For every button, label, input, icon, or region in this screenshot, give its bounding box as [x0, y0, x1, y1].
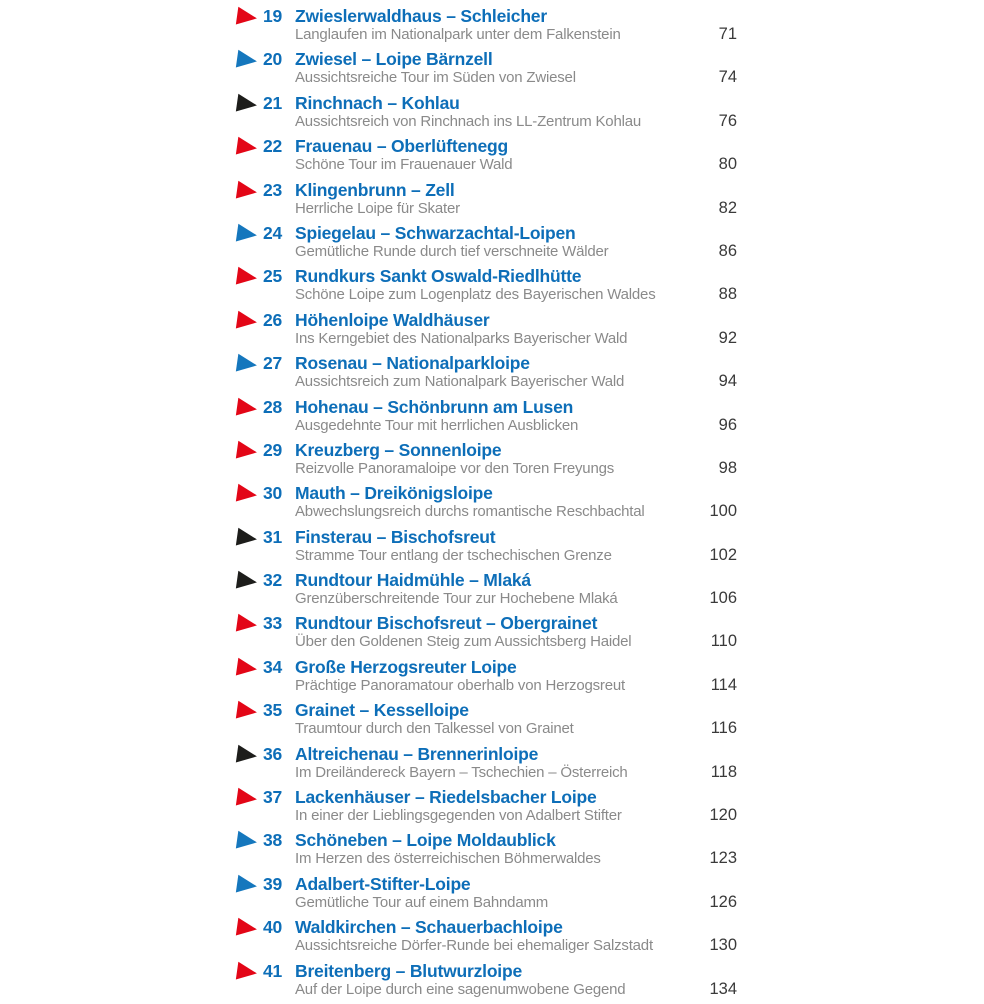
page-number: 88: [718, 285, 737, 304]
marker-col: [237, 223, 263, 248]
marker-col: [237, 744, 263, 769]
marker-col: [237, 483, 263, 508]
route-subtitle: Aussichtsreiche Dörfer-Runde bei ehemaliger Salzstadt: [295, 937, 653, 955]
route-number: 27: [263, 353, 283, 374]
route-difficulty-triangle-icon: [236, 484, 258, 505]
route-number: 38: [263, 830, 283, 851]
route-number: 33: [263, 613, 283, 634]
toc-entry: [237, 527, 737, 565]
route-title: Mauth – Dreikönigsloipe: [295, 483, 493, 504]
route-number: 34: [263, 656, 283, 677]
toc-entry: [237, 266, 737, 304]
route-subtitle: Herrliche Loipe für Skater: [295, 199, 460, 217]
toc-entry: [237, 440, 737, 478]
route-subtitle: Im Dreiländereck Bayern – Tschechien – Österreich: [295, 763, 628, 781]
route-subrow: [295, 113, 737, 131]
page-number: 134: [709, 979, 737, 998]
route-subtitle: Ins Kerngebiet des Nationalparks Bayerischer Wald: [295, 329, 628, 347]
route-subrow: [295, 417, 737, 435]
route-difficulty-triangle-icon: [236, 267, 258, 288]
toc-entry: [237, 787, 737, 825]
route-text: [295, 49, 737, 87]
route-number: 25: [263, 266, 283, 287]
route-subrow: [295, 981, 737, 999]
toc-entry: [237, 570, 737, 608]
route-number: 26: [263, 309, 283, 330]
toc-entry: [237, 700, 737, 738]
route-text: [295, 527, 737, 565]
route-subtitle: Aussichtsreiche Tour im Süden von Zwiesel: [295, 69, 576, 87]
route-difficulty-triangle-icon: [236, 701, 258, 722]
page-number: 98: [718, 458, 737, 477]
marker-col: [237, 6, 263, 31]
route-number: 35: [263, 700, 283, 721]
route-difficulty-triangle-icon: [236, 961, 258, 982]
marker-col: [237, 397, 263, 422]
route-subtitle: Traumtour durch den Talkessel von Grainet: [295, 720, 574, 738]
route-subrow: [295, 460, 737, 478]
route-difficulty-triangle-icon: [236, 831, 258, 852]
route-number: 22: [263, 136, 283, 157]
route-subtitle: Abwechslungsreich durchs romantische Reschbachtal: [295, 503, 645, 521]
page-number: 74: [718, 68, 737, 87]
route-number: 39: [263, 873, 283, 894]
route-title: Schöneben – Loipe Moldaublick: [295, 830, 556, 851]
route-subrow: [295, 937, 737, 955]
marker-col: [237, 570, 263, 595]
route-title: Rundkurs Sankt Oswald-Riedlhütte: [295, 266, 582, 287]
route-subrow: [295, 677, 737, 695]
route-subrow: [295, 633, 737, 651]
route-text: [295, 657, 737, 695]
route-text: [295, 570, 737, 608]
marker-col: [237, 961, 263, 986]
page-number: 120: [709, 806, 737, 825]
route-subtitle: Gemütliche Tour auf einem Bahndamm: [295, 893, 549, 911]
marker-col: [237, 266, 263, 291]
route-subrow: [295, 850, 737, 868]
marker-col: [237, 613, 263, 638]
route-text: [295, 397, 737, 435]
route-difficulty-triangle-icon: [236, 527, 258, 548]
toc-entry: [237, 136, 737, 174]
page-number: 106: [709, 589, 737, 608]
route-subrow: [295, 156, 737, 174]
route-subrow: [295, 26, 737, 44]
page-number: 126: [709, 892, 737, 911]
route-title: Waldkirchen – Schauerbachloipe: [295, 917, 563, 938]
route-text: [295, 961, 737, 999]
route-title: Finsterau – Bischofsreut: [295, 526, 496, 547]
table-of-contents: [237, 6, 737, 1004]
route-text: [295, 310, 737, 348]
page-number: 86: [718, 241, 737, 260]
toc-entry: [237, 657, 737, 695]
route-text: [295, 440, 737, 478]
route-text: [295, 613, 737, 651]
route-title: Rinchnach – Kohlau: [295, 92, 460, 113]
marker-col: [237, 830, 263, 855]
marker-col: [237, 310, 263, 335]
route-difficulty-triangle-icon: [236, 180, 258, 201]
route-text: [295, 266, 737, 304]
route-text: [295, 93, 737, 131]
route-text: [295, 6, 737, 44]
route-subtitle: Aussichtsreich von Rinchnach ins LL-Zentrum Kohlau: [295, 112, 642, 130]
marker-col: [237, 136, 263, 161]
route-number: 36: [263, 743, 283, 764]
route-text: [295, 353, 737, 391]
route-subtitle: Prächtige Panoramatour oberhalb von Herzogsreut: [295, 676, 625, 694]
route-text: [295, 180, 737, 218]
toc-entry: [237, 874, 737, 912]
toc-entry: [237, 613, 737, 651]
route-difficulty-triangle-icon: [236, 93, 258, 114]
route-difficulty-triangle-icon: [236, 224, 258, 245]
route-subrow: [295, 503, 737, 521]
route-text: [295, 223, 737, 261]
route-number: 19: [263, 6, 283, 26]
marker-col: [237, 787, 263, 812]
route-difficulty-triangle-icon: [236, 7, 258, 28]
route-text: [295, 917, 737, 955]
page-number: 116: [710, 719, 737, 738]
route-subrow: [295, 807, 737, 825]
route-number: 30: [263, 483, 283, 504]
route-difficulty-triangle-icon: [236, 397, 258, 418]
route-subtitle: Gemütliche Runde durch tief verschneite Wälder: [295, 242, 609, 260]
route-title: Lackenhäuser – Riedelsbacher Loipe: [295, 787, 597, 808]
route-text: [295, 700, 737, 738]
route-title: Zwiesel – Loipe Bärnzell: [295, 49, 493, 70]
route-text: [295, 744, 737, 782]
toc-entry: [237, 93, 737, 131]
marker-col: [237, 93, 263, 118]
route-title: Adalbert-Stifter-Loipe: [295, 873, 471, 894]
route-title: Breitenberg – Blutwurzloipe: [295, 960, 522, 981]
route-title: Große Herzogsreuter Loipe: [295, 656, 517, 677]
route-number: 21: [263, 92, 283, 113]
route-title: Hohenau – Schönbrunn am Lusen: [295, 396, 574, 417]
route-title: Rundtour Haidmühle – Mlaká: [295, 570, 531, 591]
route-subrow: [295, 243, 737, 261]
route-number: 23: [263, 179, 283, 200]
route-text: [295, 483, 737, 521]
toc-entry: [237, 180, 737, 218]
marker-col: [237, 917, 263, 942]
page-number: 94: [718, 372, 737, 391]
route-title: Rosenau – Nationalparkloipe: [295, 353, 530, 374]
route-subtitle: In einer der Lieblingsgegenden von Adalbert Stifter: [295, 807, 622, 825]
route-difficulty-triangle-icon: [236, 614, 258, 635]
page-number: 92: [718, 328, 737, 347]
toc-entry: [237, 483, 737, 521]
route-number: 37: [263, 787, 283, 808]
toc-entry: [237, 744, 737, 782]
route-difficulty-triangle-icon: [236, 50, 258, 71]
route-text: [295, 874, 737, 912]
page-number: 82: [718, 198, 737, 217]
marker-col: [237, 874, 263, 899]
toc-entry: [237, 397, 737, 435]
route-subtitle: Reizvolle Panoramaloipe vor den Toren Freyungs: [295, 459, 615, 477]
toc-entry: [237, 223, 737, 261]
route-subrow: [295, 547, 737, 565]
route-subrow: [295, 69, 737, 87]
marker-col: [237, 527, 263, 552]
page-number: 100: [709, 502, 737, 521]
toc-entry: [237, 49, 737, 87]
route-difficulty-triangle-icon: [236, 744, 258, 765]
route-number: 41: [263, 960, 283, 981]
route-title: Zwieslerwaldhaus – Schleicher: [295, 6, 547, 26]
marker-col: [237, 657, 263, 682]
route-title: Klingenbrunn – Zell: [295, 179, 455, 200]
marker-col: [237, 440, 263, 465]
toc-entry: [237, 917, 737, 955]
route-subtitle: Über den Goldenen Steig zum Aussichtsberg Haidel: [295, 633, 632, 651]
route-title: Frauenau – Oberlüftenegg: [295, 136, 509, 157]
route-title: Altreichenau – Brennerinloipe: [295, 743, 539, 764]
toc-entry: [237, 830, 737, 868]
page-number: 80: [718, 155, 737, 174]
route-title: Höhenloipe Waldhäuser: [295, 309, 490, 330]
page-number: 123: [709, 849, 737, 868]
route-number: 24: [263, 222, 283, 243]
page-number: 130: [709, 936, 737, 955]
page-number: 114: [710, 675, 737, 694]
route-difficulty-triangle-icon: [236, 441, 258, 462]
route-difficulty-triangle-icon: [236, 354, 258, 375]
route-subtitle: Langlaufen im Nationalpark unter dem Falkenstein: [295, 26, 621, 43]
route-subrow: [295, 590, 737, 608]
route-subrow: [295, 764, 737, 782]
route-subrow: [295, 720, 737, 738]
route-difficulty-triangle-icon: [236, 875, 258, 896]
marker-col: [237, 700, 263, 725]
route-difficulty-triangle-icon: [236, 571, 258, 592]
route-title: Kreuzberg – Sonnenloipe: [295, 439, 502, 460]
toc-entry: [237, 6, 737, 44]
page-number: 102: [709, 545, 737, 564]
route-subtitle: Auf der Loipe durch eine sagenumwobene Gegend: [295, 980, 626, 998]
route-difficulty-triangle-icon: [236, 788, 258, 809]
toc-entry: [237, 353, 737, 391]
route-subtitle: Im Herzen des österreichischen Böhmerwaldes: [295, 850, 601, 868]
page-number: 96: [718, 415, 737, 434]
route-number: 28: [263, 396, 283, 417]
route-text: [295, 136, 737, 174]
route-number: 20: [263, 49, 283, 70]
route-difficulty-triangle-icon: [236, 658, 258, 679]
page-number: 71: [718, 25, 737, 43]
route-title: Spiegelau – Schwarzachtal-Loipen: [295, 222, 576, 243]
page-number: 118: [710, 762, 737, 781]
route-subrow: [295, 200, 737, 218]
route-subtitle: Grenzüberschreitende Tour zur Hochebene Mlaká: [295, 590, 618, 608]
route-number: 40: [263, 917, 283, 938]
marker-col: [237, 353, 263, 378]
route-number: 29: [263, 439, 283, 460]
route-difficulty-triangle-icon: [236, 310, 258, 331]
route-title: Rundtour Bischofsreut – Obergrainet: [295, 613, 598, 634]
route-text: [295, 830, 737, 868]
route-subrow: [295, 894, 737, 912]
toc-entry: [237, 310, 737, 348]
route-subtitle: Schöne Loipe zum Logenplatz des Bayerischen Waldes: [295, 286, 656, 304]
route-text: [295, 787, 737, 825]
route-title: Grainet – Kesselloipe: [295, 700, 469, 721]
route-subtitle: Ausgedehnte Tour mit herrlichen Ausblicken: [295, 416, 579, 434]
route-difficulty-triangle-icon: [236, 918, 258, 939]
route-subtitle: Aussichtsreich zum Nationalpark Bayerischer Wald: [295, 373, 625, 391]
marker-col: [237, 180, 263, 205]
route-difficulty-triangle-icon: [236, 137, 258, 158]
route-subtitle: Stramme Tour entlang der tschechischen Grenze: [295, 546, 612, 564]
page-number: 76: [718, 111, 737, 130]
page-number: 110: [710, 632, 737, 651]
route-number: 32: [263, 570, 283, 591]
route-subrow: [295, 373, 737, 391]
route-subtitle: Schöne Tour im Frauenauer Wald: [295, 156, 513, 174]
marker-col: [237, 49, 263, 74]
route-number: 31: [263, 526, 283, 547]
toc-entry: [237, 961, 737, 999]
route-subrow: [295, 330, 737, 348]
route-subrow: [295, 286, 737, 304]
